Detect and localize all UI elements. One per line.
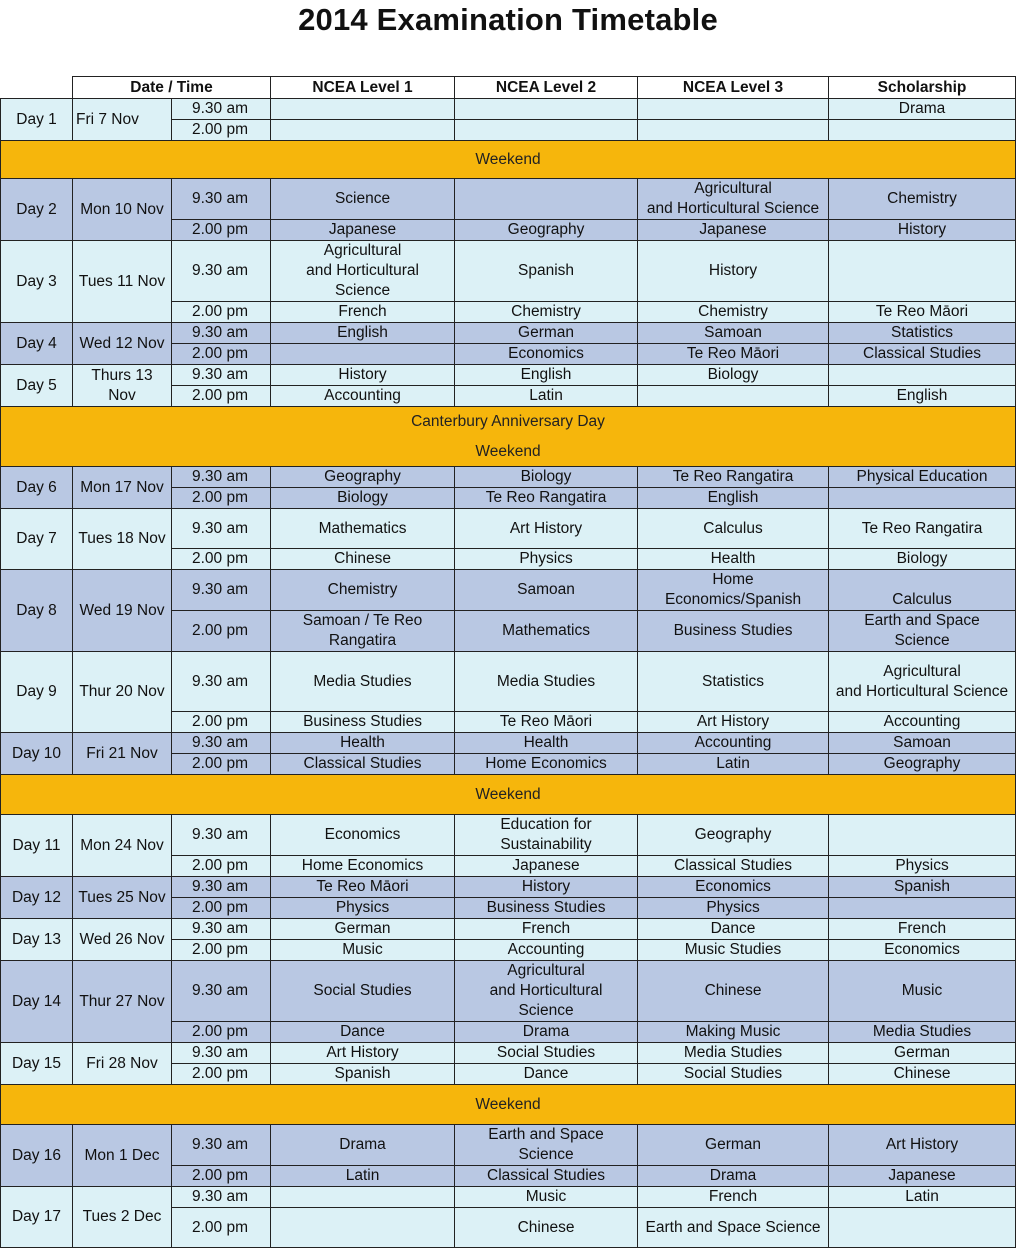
time-slot: 9.30 am xyxy=(172,877,271,898)
exam-cell-ncea-level-3: History xyxy=(638,241,829,302)
weekend-row xyxy=(1,775,1016,815)
exam-cell-ncea-level-3: Music Studies xyxy=(638,940,829,961)
exam-cell-ncea-level-1: Classical Studies xyxy=(271,754,455,775)
exam-cell-ncea-level-3: Accounting xyxy=(638,733,829,754)
exam-cell-ncea-level-3: Calculus xyxy=(638,509,829,549)
exam-cell-scholarship: Classical Studies xyxy=(829,344,1016,365)
exam-cell-ncea-level-3: Latin xyxy=(638,754,829,775)
exam-cell-scholarship: Te Reo Māori xyxy=(829,302,1016,323)
exam-cell-scholarship: Latin xyxy=(829,1187,1016,1208)
exam-cell-ncea-level-3: Business Studies xyxy=(638,611,829,652)
day-label: Day 5 xyxy=(1,365,73,407)
exam-cell-ncea-level-2: Chinese xyxy=(455,1208,638,1248)
day-label: Day 12 xyxy=(1,877,73,919)
exam-cell-ncea-level-1: English xyxy=(271,323,455,344)
exam-cell-ncea-level-1: Social Studies xyxy=(271,961,455,1022)
exam-cell-scholarship: Japanese xyxy=(829,1166,1016,1187)
day-label: Day 14 xyxy=(1,961,73,1043)
exam-cell-scholarship: Te Reo Rangatira xyxy=(829,509,1016,549)
table-row xyxy=(1,815,1016,856)
exam-cell-scholarship: Drama xyxy=(829,99,1016,120)
anniversary-weekend-row xyxy=(1,407,1016,467)
day-label: Day 16 xyxy=(1,1125,73,1187)
corner-cell xyxy=(1,77,73,99)
exam-cell-ncea-level-3: Biology xyxy=(638,365,829,386)
date-label: Mon 10 Nov xyxy=(73,179,172,241)
day-label: Day 4 xyxy=(1,323,73,365)
weekend-row xyxy=(1,141,1016,179)
time-slot: 2.00 pm xyxy=(172,386,271,407)
exam-cell-scholarship: Chemistry xyxy=(829,179,1016,220)
exam-cell-ncea-level-2: Social Studies xyxy=(455,1043,638,1064)
exam-cell-ncea-level-3 xyxy=(638,120,829,141)
exam-cell-ncea-level-1: Mathematics xyxy=(271,509,455,549)
exam-cell-ncea-level-2: Media Studies xyxy=(455,652,638,712)
time-slot: 9.30 am xyxy=(172,1187,271,1208)
time-slot: 9.30 am xyxy=(172,241,271,302)
exam-cell-scholarship: Spanish xyxy=(829,877,1016,898)
exam-cell-ncea-level-2: Physics xyxy=(455,549,638,570)
exam-cell-ncea-level-3: German xyxy=(638,1125,829,1166)
table-row xyxy=(1,919,1016,940)
exam-cell-scholarship xyxy=(829,365,1016,386)
day-label: Day 7 xyxy=(1,509,73,570)
exam-cell-ncea-level-2: Business Studies xyxy=(455,898,638,919)
exam-cell-ncea-level-2: Music xyxy=(455,1187,638,1208)
exam-cell-ncea-level-2: Chemistry xyxy=(455,302,638,323)
exam-cell-ncea-level-3: Earth and Space Science xyxy=(638,1208,829,1248)
table-row xyxy=(1,1187,1016,1208)
header-ncea-level-3: NCEA Level 3 xyxy=(638,77,829,99)
date-label: Wed 12 Nov xyxy=(73,323,172,365)
table-row xyxy=(1,365,1016,386)
exam-cell-ncea-level-2 xyxy=(455,99,638,120)
exam-cell-scholarship: Samoan xyxy=(829,733,1016,754)
day-label: Day 2 xyxy=(1,179,73,241)
exam-cell-ncea-level-2: Geography xyxy=(455,220,638,241)
exam-cell-scholarship xyxy=(829,898,1016,919)
time-slot: 9.30 am xyxy=(172,961,271,1022)
exam-cell-ncea-level-3: Media Studies xyxy=(638,1043,829,1064)
time-slot: 9.30 am xyxy=(172,467,271,488)
exam-cell-ncea-level-1 xyxy=(271,120,455,141)
header-ncea-level-1: NCEA Level 1 xyxy=(271,77,455,99)
exam-cell-ncea-level-3: Art History xyxy=(638,712,829,733)
exam-cell-ncea-level-1: Health xyxy=(271,733,455,754)
exam-cell-ncea-level-3 xyxy=(638,99,829,120)
exam-cell-ncea-level-2: Home Economics xyxy=(455,754,638,775)
time-slot: 2.00 pm xyxy=(172,1208,271,1248)
exam-cell-ncea-level-2: English xyxy=(455,365,638,386)
exam-cell-ncea-level-3: Statistics xyxy=(638,652,829,712)
exam-cell-scholarship xyxy=(829,815,1016,856)
time-slot: 2.00 pm xyxy=(172,549,271,570)
exam-cell-ncea-level-2: Agricultural and Horticultural Science xyxy=(455,961,638,1022)
time-slot: 2.00 pm xyxy=(172,611,271,652)
time-slot: 2.00 pm xyxy=(172,344,271,365)
exam-cell-ncea-level-1: Art History xyxy=(271,1043,455,1064)
exam-cell-ncea-level-1 xyxy=(271,1187,455,1208)
exam-cell-scholarship: Calculus xyxy=(829,570,1016,611)
time-slot: 9.30 am xyxy=(172,365,271,386)
time-slot: 2.00 pm xyxy=(172,898,271,919)
anniversary-label: Canterbury Anniversary Day xyxy=(411,412,605,430)
exam-cell-ncea-level-3: Japanese xyxy=(638,220,829,241)
date-label: Tues 18 Nov xyxy=(73,509,172,570)
weekend-label: Weekend xyxy=(475,442,541,460)
exam-cell-scholarship: English xyxy=(829,386,1016,407)
exam-cell-ncea-level-2: Accounting xyxy=(455,940,638,961)
table-row xyxy=(1,1125,1016,1166)
exam-cell-scholarship: Statistics xyxy=(829,323,1016,344)
time-slot: 2.00 pm xyxy=(172,302,271,323)
time-slot: 9.30 am xyxy=(172,815,271,856)
exam-cell-ncea-level-2: German xyxy=(455,323,638,344)
table-row xyxy=(1,179,1016,220)
time-slot: 9.30 am xyxy=(172,919,271,940)
exam-cell-ncea-level-1: Home Economics xyxy=(271,856,455,877)
page-title: 2014 Examination Timetable xyxy=(298,2,718,37)
exam-cell-scholarship: Economics xyxy=(829,940,1016,961)
time-slot: 2.00 pm xyxy=(172,1166,271,1187)
time-slot: 2.00 pm xyxy=(172,856,271,877)
exam-cell-ncea-level-1: Dance xyxy=(271,1022,455,1043)
exam-cell-scholarship: History xyxy=(829,220,1016,241)
exam-cell-ncea-level-1: Media Studies xyxy=(271,652,455,712)
exam-cell-ncea-level-2: Te Reo Māori xyxy=(455,712,638,733)
exam-cell-ncea-level-3: Home Economics/Spanish xyxy=(638,570,829,611)
exam-cell-ncea-level-1: Samoan / Te Reo Rangatira xyxy=(271,611,455,652)
exam-cell-ncea-level-1: Science xyxy=(271,179,455,220)
exam-cell-ncea-level-3: Classical Studies xyxy=(638,856,829,877)
exam-cell-ncea-level-2 xyxy=(455,179,638,220)
exam-cell-ncea-level-2: French xyxy=(455,919,638,940)
exam-cell-ncea-level-1: Chemistry xyxy=(271,570,455,611)
time-slot: 9.30 am xyxy=(172,1043,271,1064)
time-slot: 2.00 pm xyxy=(172,220,271,241)
exam-cell-scholarship: Chinese xyxy=(829,1064,1016,1085)
exam-cell-scholarship: Biology xyxy=(829,549,1016,570)
exam-cell-ncea-level-1: Agricultural and Horticultural Science xyxy=(271,241,455,302)
exam-cell-scholarship: Media Studies xyxy=(829,1022,1016,1043)
table-row xyxy=(1,733,1016,754)
time-slot: 9.30 am xyxy=(172,323,271,344)
exam-cell-ncea-level-3: Social Studies xyxy=(638,1064,829,1085)
exam-cell-ncea-level-2: Art History xyxy=(455,509,638,549)
exam-cell-ncea-level-3: Chinese xyxy=(638,961,829,1022)
day-label: Day 17 xyxy=(1,1187,73,1248)
weekend-banner: Weekend xyxy=(1,775,1016,815)
time-slot: 2.00 pm xyxy=(172,488,271,509)
time-slot: 2.00 pm xyxy=(172,940,271,961)
exam-cell-scholarship: Physics xyxy=(829,856,1016,877)
exam-cell-ncea-level-1: Chinese xyxy=(271,549,455,570)
exam-cell-ncea-level-3: Geography xyxy=(638,815,829,856)
table-row xyxy=(1,1043,1016,1064)
exam-cell-ncea-level-2: Education for Sustainability xyxy=(455,815,638,856)
exam-cell-scholarship: Agricultural and Horticultural Science xyxy=(829,652,1016,712)
exam-cell-ncea-level-1: Physics xyxy=(271,898,455,919)
exam-cell-ncea-level-3: Te Reo Rangatira xyxy=(638,467,829,488)
weekend-row xyxy=(1,1085,1016,1125)
exam-cell-ncea-level-3 xyxy=(638,386,829,407)
day-label: Day 10 xyxy=(1,733,73,775)
table-row xyxy=(1,652,1016,712)
exam-cell-ncea-level-2: Samoan xyxy=(455,570,638,611)
date-label: Fri 21 Nov xyxy=(73,733,172,775)
exam-cell-ncea-level-1: French xyxy=(271,302,455,323)
exam-cell-ncea-level-2: Drama xyxy=(455,1022,638,1043)
exam-cell-ncea-level-1: Biology xyxy=(271,488,455,509)
exam-cell-ncea-level-3: Chemistry xyxy=(638,302,829,323)
exam-cell-scholarship: Music xyxy=(829,961,1016,1022)
exam-cell-ncea-level-1: Business Studies xyxy=(271,712,455,733)
weekend-banner: Weekend xyxy=(1,141,1016,179)
exam-cell-ncea-level-2: Economics xyxy=(455,344,638,365)
exam-cell-scholarship xyxy=(829,488,1016,509)
time-slot: 9.30 am xyxy=(172,652,271,712)
time-slot: 9.30 am xyxy=(172,99,271,120)
exam-cell-ncea-level-1: Spanish xyxy=(271,1064,455,1085)
day-label: Day 15 xyxy=(1,1043,73,1085)
time-slot: 9.30 am xyxy=(172,509,271,549)
weekend-banner xyxy=(1,407,1016,467)
date-label: Thur 27 Nov xyxy=(73,961,172,1043)
exam-cell-scholarship xyxy=(829,120,1016,141)
table-row xyxy=(1,99,1016,120)
date-label: Tues 2 Dec xyxy=(73,1187,172,1248)
timetable-body xyxy=(1,99,1016,1248)
day-label: Day 9 xyxy=(1,652,73,733)
exam-cell-ncea-level-3: Te Reo Māori xyxy=(638,344,829,365)
time-slot: 2.00 pm xyxy=(172,754,271,775)
time-slot: 9.30 am xyxy=(172,570,271,611)
exam-cell-ncea-level-2: Japanese xyxy=(455,856,638,877)
exam-cell-scholarship: Earth and Space Science xyxy=(829,611,1016,652)
day-label: Day 11 xyxy=(1,815,73,877)
time-slot: 9.30 am xyxy=(172,733,271,754)
table-row xyxy=(1,241,1016,302)
exam-cell-ncea-level-3: Samoan xyxy=(638,323,829,344)
exam-cell-scholarship xyxy=(829,1208,1016,1248)
exam-cell-ncea-level-1 xyxy=(271,344,455,365)
exam-cell-ncea-level-3: Drama xyxy=(638,1166,829,1187)
exam-cell-ncea-level-1: Economics xyxy=(271,815,455,856)
table-row xyxy=(1,467,1016,488)
exam-cell-scholarship: Accounting xyxy=(829,712,1016,733)
exam-cell-ncea-level-2: Mathematics xyxy=(455,611,638,652)
exam-cell-ncea-level-2: Earth and Space Science xyxy=(455,1125,638,1166)
exam-cell-ncea-level-1: History xyxy=(271,365,455,386)
exam-cell-ncea-level-3: Physics xyxy=(638,898,829,919)
exam-cell-scholarship xyxy=(829,241,1016,302)
exam-cell-ncea-level-1: Music xyxy=(271,940,455,961)
exam-cell-scholarship: Art History xyxy=(829,1125,1016,1166)
day-label: Day 1 xyxy=(1,99,73,141)
date-label: Tues 25 Nov xyxy=(73,877,172,919)
exam-cell-ncea-level-1: Drama xyxy=(271,1125,455,1166)
table-row xyxy=(1,509,1016,549)
exam-cell-ncea-level-1: Accounting xyxy=(271,386,455,407)
date-label: Thurs 13 Nov xyxy=(73,365,172,407)
exam-cell-scholarship: Physical Education xyxy=(829,467,1016,488)
day-label: Day 13 xyxy=(1,919,73,961)
exam-cell-ncea-level-1 xyxy=(271,99,455,120)
day-label: Day 8 xyxy=(1,570,73,652)
day-label: Day 3 xyxy=(1,241,73,323)
table-row xyxy=(1,961,1016,1022)
date-label: Thur 20 Nov xyxy=(73,652,172,733)
header-scholarship: Scholarship xyxy=(829,77,1016,99)
date-label: Mon 24 Nov xyxy=(73,815,172,877)
time-slot: 2.00 pm xyxy=(172,712,271,733)
exam-cell-ncea-level-2: History xyxy=(455,877,638,898)
exam-cell-ncea-level-1 xyxy=(271,1208,455,1248)
exam-cell-ncea-level-3: Making Music xyxy=(638,1022,829,1043)
time-slot: 2.00 pm xyxy=(172,120,271,141)
exam-cell-ncea-level-2: Latin xyxy=(455,386,638,407)
date-label: Wed 26 Nov xyxy=(73,919,172,961)
exam-cell-ncea-level-1: German xyxy=(271,919,455,940)
date-label: Fri 7 Nov xyxy=(73,99,172,141)
exam-timetable xyxy=(0,76,1016,1248)
exam-cell-ncea-level-2: Health xyxy=(455,733,638,754)
exam-cell-ncea-level-2: Spanish xyxy=(455,241,638,302)
exam-cell-ncea-level-3: Economics xyxy=(638,877,829,898)
date-label: Wed 19 Nov xyxy=(73,570,172,652)
exam-cell-scholarship: French xyxy=(829,919,1016,940)
exam-cell-ncea-level-1: Japanese xyxy=(271,220,455,241)
exam-cell-ncea-level-1: Latin xyxy=(271,1166,455,1187)
weekend-banner: Weekend xyxy=(1,1085,1016,1125)
exam-cell-scholarship: German xyxy=(829,1043,1016,1064)
table-row xyxy=(1,877,1016,898)
table-row xyxy=(1,570,1016,611)
time-slot: 2.00 pm xyxy=(172,1064,271,1085)
time-slot: 2.00 pm xyxy=(172,1022,271,1043)
exam-cell-ncea-level-2: Classical Studies xyxy=(455,1166,638,1187)
header-ncea-level-2: NCEA Level 2 xyxy=(455,77,638,99)
exam-cell-ncea-level-2: Te Reo Rangatira xyxy=(455,488,638,509)
exam-cell-ncea-level-1: Te Reo Māori xyxy=(271,877,455,898)
table-row xyxy=(1,323,1016,344)
date-label: Mon 1 Dec xyxy=(73,1125,172,1187)
exam-cell-ncea-level-1: Geography xyxy=(271,467,455,488)
exam-cell-ncea-level-3: French xyxy=(638,1187,829,1208)
exam-cell-ncea-level-3: Agricultural and Horticultural Science xyxy=(638,179,829,220)
date-label: Fri 28 Nov xyxy=(73,1043,172,1085)
date-label: Tues 11 Nov xyxy=(73,241,172,323)
date-label: Mon 17 Nov xyxy=(73,467,172,509)
exam-cell-ncea-level-3: English xyxy=(638,488,829,509)
time-slot: 9.30 am xyxy=(172,1125,271,1166)
exam-cell-ncea-level-2 xyxy=(455,120,638,141)
exam-cell-ncea-level-2: Biology xyxy=(455,467,638,488)
exam-cell-ncea-level-2: Dance xyxy=(455,1064,638,1085)
header-date-time: Date / Time xyxy=(73,77,271,99)
exam-cell-ncea-level-3: Dance xyxy=(638,919,829,940)
day-label: Day 6 xyxy=(1,467,73,509)
exam-cell-scholarship: Geography xyxy=(829,754,1016,775)
exam-cell-ncea-level-3: Health xyxy=(638,549,829,570)
time-slot: 9.30 am xyxy=(172,179,271,220)
